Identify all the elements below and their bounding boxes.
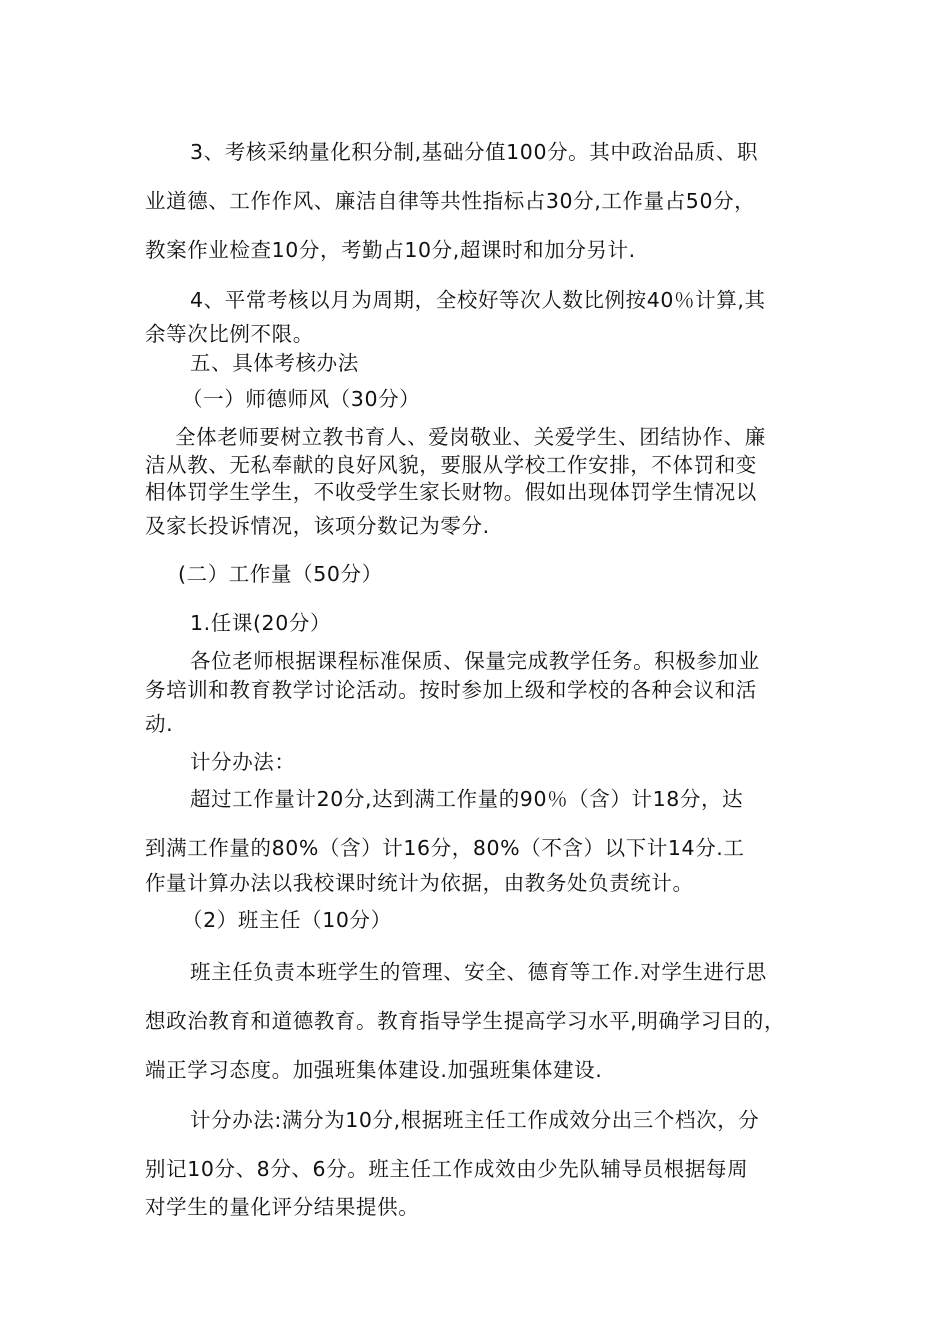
paragraph-line: 4、平常考核以月为周期，全校好等次人数比例按40％计算,其: [190, 288, 766, 312]
paragraph-line: 业道德、工作作风、廉洁自律等共性指标占30分,工作量占50分，: [145, 189, 756, 213]
paragraph-line: 全体老师要树立教书育人、爱岗敬业、关爱学生、团结协作、廉: [175, 425, 766, 449]
paragraph-line: 教案作业检查10分，考勤占10分,超课时和加分另计.: [145, 238, 636, 262]
item-heading: （2）班主任（10分）: [182, 908, 392, 932]
paragraph-line: 及家长投诉情况，该项分数记为零分.: [145, 514, 490, 538]
paragraph-line: 动.: [145, 712, 174, 736]
paragraph-line: 想政治教育和道德教育。教育指导学生提高学习水平,明确学习目的，: [145, 1009, 786, 1033]
paragraph-line: 洁从教、无私奉献的良好风貌，要服从学校工作安排，不体罚和变: [145, 453, 757, 477]
paragraph-line: 超过工作量计20分,达到满工作量的90％（含）计18分，达: [190, 787, 744, 811]
section-heading: 五、具体考核办法: [190, 351, 359, 375]
paragraph-line: 各位老师根据课程标准保质、保量完成教学任务。积极参加业: [190, 649, 760, 673]
paragraph-line: 端正学习态度。加强班集体建设.加强班集体建设.: [145, 1058, 603, 1082]
paragraph-line: 别记10分、8分、6分。班主任工作成效由少先队辅导员根据每周: [145, 1157, 749, 1181]
paragraph-line: 对学生的量化评分结果提供。: [145, 1195, 420, 1219]
paragraph-line: 计分办法:满分为10分,根据班主任工作成效分出三个档次，分: [190, 1108, 760, 1132]
paragraph-line: 班主任负责本班学生的管理、安全、德育等工作.对学生进行思: [190, 960, 767, 984]
subsection-heading: (二）工作量（50分）: [178, 562, 383, 586]
paragraph-line: 相体罚学生学生，不收受学生家长财物。假如出现体罚学生情况以: [145, 480, 757, 504]
paragraph-line: 到满工作量的80%（含）计16分，80%（不含）以下计14分.工: [145, 836, 745, 860]
paragraph-line: 务培训和教育教学讨论活动。按时参加上级和学校的各种会议和活: [145, 678, 757, 702]
subsection-heading: （一）师德师风（30分）: [182, 387, 421, 411]
paragraph-line: 作量计算办法以我校课时统计为依据，由教务处负责统计。: [145, 871, 694, 895]
paragraph-line: 3、考核采纳量化积分制,基础分值100分。其中政治品质、职: [190, 140, 759, 164]
paragraph-line: 计分办法：: [190, 750, 296, 774]
paragraph-line: 余等次比例不限。: [145, 322, 314, 346]
item-heading: 1.任课(20分）: [190, 611, 332, 635]
